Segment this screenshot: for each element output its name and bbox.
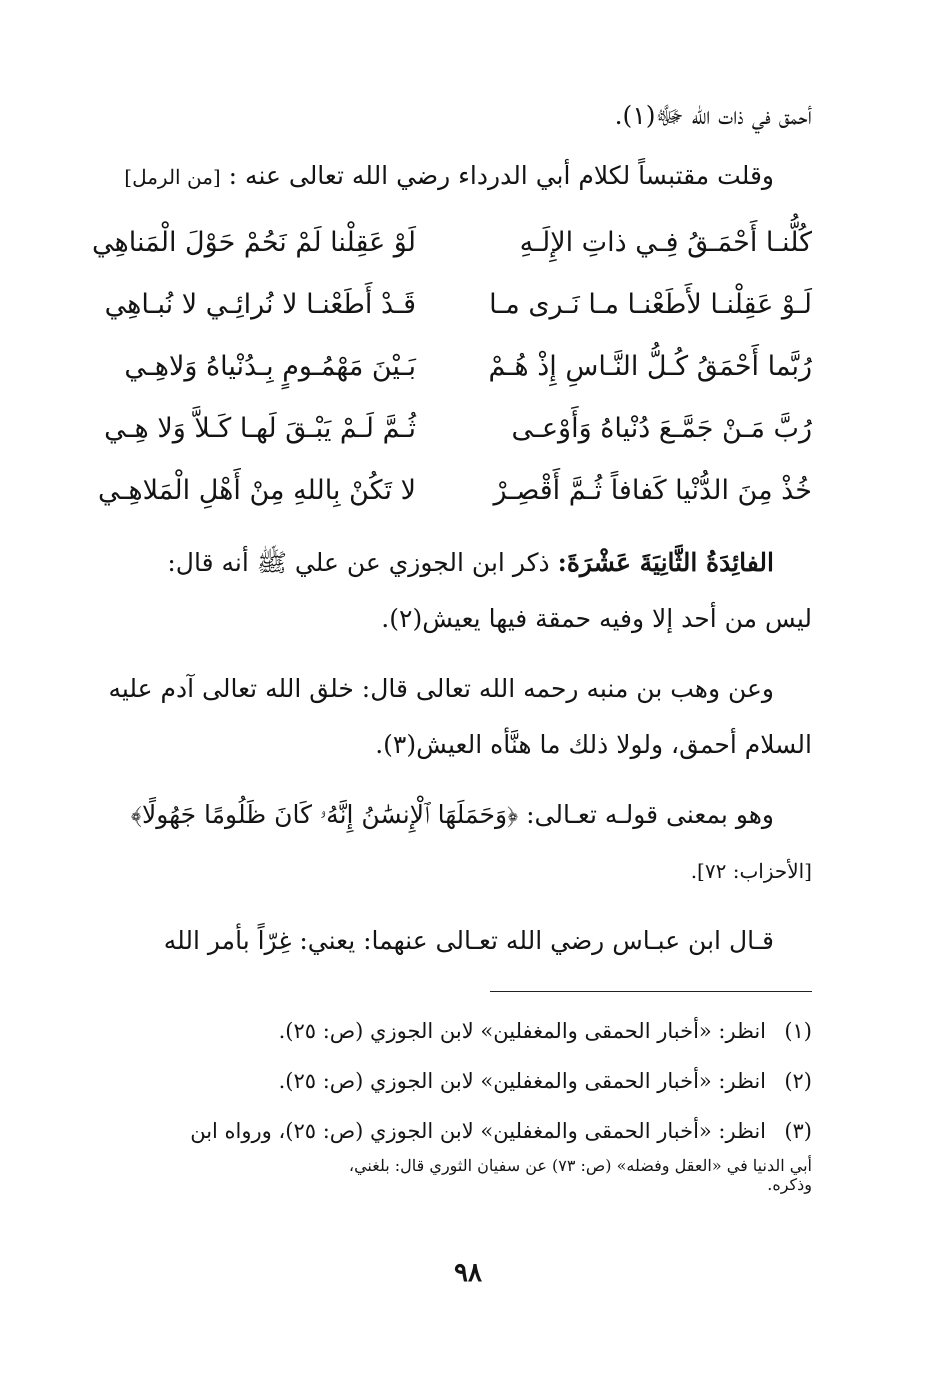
verse-5 <box>96 459 812 521</box>
verse-1-second-hemistich: لَوْ عَقِلْنا لَمْ نَحُمْ حَوْلَ الْمَناهِي <box>92 226 416 258</box>
verse-2 <box>96 273 812 335</box>
meter-label: [من الرمل] <box>124 165 221 189</box>
footnote-1 <box>96 1006 812 1056</box>
footnote-3-continuation-2: وذكره. <box>767 1175 812 1194</box>
footnote-2 <box>96 1056 812 1106</box>
verse-4-first-hemistich: رُبَّ مَـنْ جَمَّـعَ دُنْياهُ وَأَوْعـى <box>511 412 812 444</box>
footnote-3-number: (٣) <box>784 1119 812 1143</box>
footnote-2-number: (٢) <box>784 1069 812 1093</box>
quran-line <box>96 787 812 843</box>
faida-heading: الفائِدَةُ الثَّانِيَةَ عَشْرَةَ: <box>557 548 774 577</box>
footnote-3 <box>96 1106 812 1156</box>
faida-line-1-text: ذكر ابن الجوزي عن علي ﷺ أنه قال: <box>167 548 550 577</box>
verse-4 <box>96 397 812 459</box>
footnote-3-text: انظر: «أخبار الحمقى والمغفلين» لابن الجوزي (ص: ٢٥)، ورواه ابن <box>190 1119 766 1143</box>
abbas-line: قـال ابن عبـاس رضي الله تعـالى عنهما: يعني: غِرّاً بأمر الله <box>163 926 774 955</box>
wahb-line-1: وعن وهب بن منبه رحمه الله تعالى قال: خلق الله تعالى آدم عليه <box>108 674 774 703</box>
verse-5-second-hemistich: لا تَكُنْ بِاللهِ مِنْ أَهْلِ الْمَلاهِـي <box>98 474 416 506</box>
verse-3 <box>96 335 812 397</box>
verse-5-first-hemistich: خُذْ مِنَ الدُّنْيا كَفافاً ثُـمَّ أَقْصِـرْ <box>493 474 812 506</box>
poem <box>92 211 812 521</box>
verse-3-first-hemistich: رُبَّما أَحْمَقُ كُـلُّ النَّـاسِ إِذْ هُـمْ <box>488 350 812 382</box>
footnote-2-text: انظر: «أخبار الحمقى والمغفلين» لابن الجوزي (ص: ٢٥). <box>278 1069 766 1093</box>
verse-4-second-hemistich: ثُـمَّ لَـمْ يَبْـقَ لَهـا كَـلاَّ وَلا هِـي <box>104 412 416 444</box>
faida-line-2: ليس من أحد إلا وفيه حمقة فيها يعيش(٢). <box>381 604 812 633</box>
faida-line-1 <box>96 535 812 591</box>
page-body <box>92 86 812 1194</box>
verse-2-second-hemistich: قَـدْ أَطَعْنـا لا نُرائِـي لا نُبـاهِي <box>104 288 416 320</box>
footnote-separator <box>490 991 812 992</box>
footnote-1-text: انظر: «أخبار الحمقى والمغفلين» لابن الجوزي (ص: ٢٥). <box>278 1019 766 1043</box>
wahb-paragraph <box>96 661 812 773</box>
intro-text: وقلت مقتبساً لكلام أبي الدرداء رضي الله تعالى عنه : <box>228 161 774 190</box>
top-line: أحمق في ذات الله ﷻ(١). <box>614 101 812 130</box>
faida-paragraph <box>96 535 812 647</box>
quran-paragraph <box>96 787 812 899</box>
quran-lead: وهو بمعنى قولـه تعـالى: <box>526 800 774 829</box>
intro-line <box>96 146 812 207</box>
abbas-paragraph <box>96 913 812 969</box>
wahb-line-2: السلام أحمق، ولولا ذلك ما هنَّأه العيش(٣). <box>375 730 812 759</box>
verse-1 <box>92 211 812 273</box>
footnote-1-number: (١) <box>784 1019 812 1043</box>
verse-3-second-hemistich: بَـيْنَ مَهْمُـومٍ بِـدُنْياهُ وَلاهِـي <box>124 350 416 382</box>
verse-2-first-hemistich: لَـوْ عَقِلْنـا لأَطَعْنـا مـا نَـرى مـا <box>489 288 812 320</box>
page-number: ٩٨ <box>454 1258 482 1288</box>
verse-1-first-hemistich: كُلُّنـا أَحْمَـقُ فِـي ذاتِ الإِلَـهِ <box>519 226 812 258</box>
quran-verse: ﴿وَحَمَلَهَا ٱلْإِنسَٰنُ إِنَّهُۥ كَانَ ظَلُومًا جَهُولًا﴾ <box>130 800 519 829</box>
footnote-3-continuation-1: أبي الدنيا في «العقل وفضله» (ص: ٧٣) عن سفيان الثوري قال: بلغني، <box>348 1156 812 1175</box>
footnotes <box>96 1006 812 1194</box>
quran-reference: [الأحزاب: ٧٢]. <box>690 859 812 883</box>
